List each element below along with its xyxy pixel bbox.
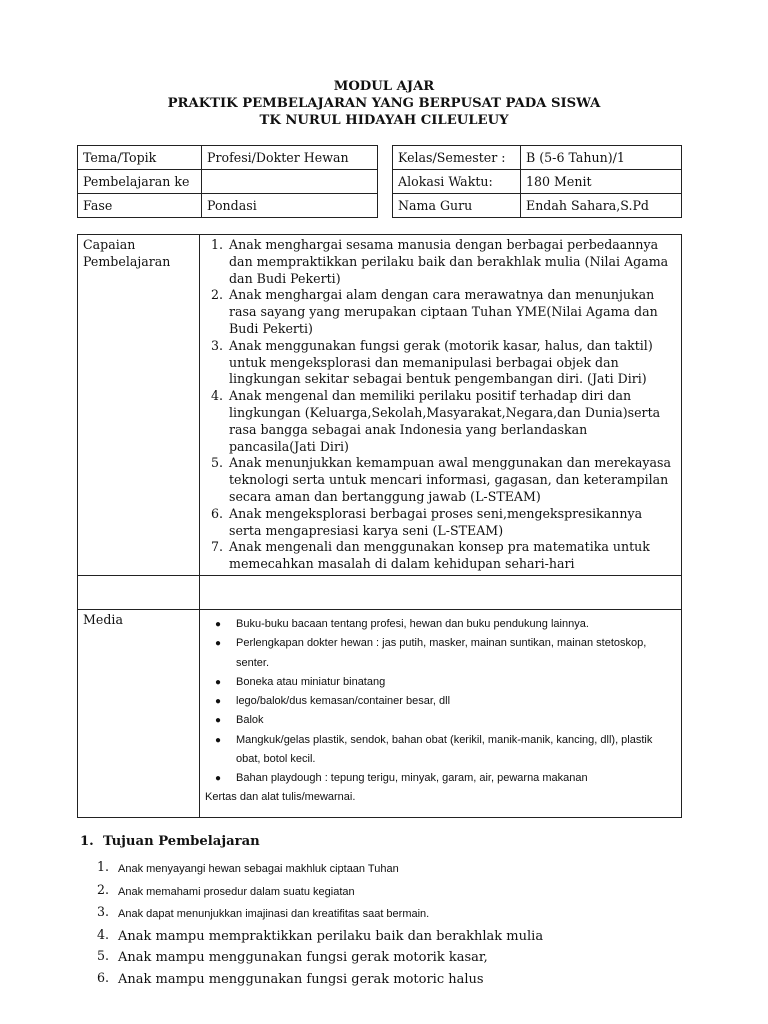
list-item: 2. Anak menghargai alam dengan cara merawatnya dan menunjukan rasa sayang yang merupakan ciptaan Tuhan YME(Nilai Agama dan Budi Pekerti) — [227, 287, 676, 337]
table-row — [78, 575, 682, 609]
list-item: 7. Anak mengenali dan menggunakan konsep pra matematika untuk memecahkan masalah di dalam kehidupan sehari-hari — [227, 539, 676, 573]
empty-cell — [200, 575, 682, 609]
list-item: 4. Anak mengenal dan memiliki perilaku positif terhadap diri dan lingkungan (Keluarga,Sekolah,Masyarakat,Negara,dan Dunia)serta rasa bangga sebagai anak Indonesia yang berlandaskan pancasila(Jati Diri) — [227, 388, 676, 455]
info-label: Tema/Topik — [78, 146, 202, 170]
info-value — [202, 170, 378, 194]
table-row — [78, 609, 682, 817]
item-number: 2. — [97, 881, 110, 897]
info-table-left — [77, 145, 378, 218]
info-value: Endah Sahara,S.Pd — [521, 194, 682, 218]
empty-cell — [78, 575, 200, 609]
list-item — [97, 925, 657, 947]
table-row — [78, 170, 378, 194]
list-item — [205, 769, 676, 788]
section-number: 1. — [80, 834, 94, 849]
list-item — [97, 946, 657, 968]
media-item: Bahan playdough : tepung terigu, minyak, garam, air, pewarna makanan — [236, 772, 588, 785]
tujuan-list — [97, 857, 657, 990]
info-label: Nama Guru — [393, 194, 521, 218]
item-text: Anak memahami prosedur dalam suatu kegiatan — [118, 885, 355, 898]
media-item: Buku-buku bacaan tentang profesi, hewan dan buku pendukung lainnya. — [236, 617, 589, 630]
list-item — [97, 857, 657, 880]
table-row — [393, 194, 682, 218]
bullet-icon: ● — [215, 618, 222, 630]
table-row — [393, 146, 682, 170]
list-item — [205, 711, 676, 730]
item-number: 4. — [97, 926, 110, 942]
item-text: Anak menyayangi hewan sebagai makhluk ciptaan Tuhan — [118, 863, 399, 875]
bullet-icon: ● — [215, 734, 222, 746]
media-item: Boneka atau miniatur binatang — [236, 675, 386, 688]
list-item — [97, 880, 657, 903]
media-item: Mangkuk/gelas plastik, sendok, bahan obat (kerikil, manik-manik, kancing, dll), plastik obat, botol kecil. — [236, 733, 653, 766]
list-item — [205, 731, 676, 770]
bullet-icon: ● — [215, 773, 222, 785]
list-item — [205, 634, 676, 673]
info-value: 180 Menit — [521, 170, 682, 194]
info-label: Fase — [78, 194, 202, 218]
capaian-label: Capaian Pembelajaran — [78, 235, 200, 576]
info-label: Kelas/Semester : — [393, 146, 521, 170]
list-item: 6. Anak mengeksplorasi berbagai proses seni,mengekspresikannya serta mengapresiasi karya seni (L-STEAM) — [227, 506, 676, 540]
media-item: Balok — [236, 714, 264, 727]
info-table-right — [392, 145, 682, 218]
list-item: 1. Anak menghargai sesama manusia dengan berbagai perbedaannya dan mempraktikkan perilaku baik dan berakhlak mulia (Nilai Agama dan Budi Pekerti) — [227, 237, 676, 287]
list-item — [205, 673, 676, 692]
table-row — [78, 235, 682, 576]
info-value: Profesi/Dokter Hewan — [202, 146, 378, 170]
bullet-icon: ● — [215, 676, 222, 688]
item-number: 1. — [97, 859, 110, 874]
media-extra: Kertas dan alat tulis/mewarnai. — [205, 790, 356, 803]
info-label: Alokasi Waktu: — [393, 170, 521, 194]
school-name: TK NURUL HIDAYAH CILEULEUY — [259, 113, 509, 128]
bullet-icon: ● — [215, 638, 222, 650]
media-item: Perlengkapan dokter hewan : jas putih, masker, mainan suntikan, mainan stetoskop, senter. — [236, 637, 647, 669]
doc-title: MODUL AJAR — [333, 79, 435, 94]
item-number: 3. — [97, 904, 110, 920]
list-item: 3. Anak menggunakan fungsi gerak (motorik kasar, halus, dan taktil) untuk mengeksplorasi dan memanipulasi berbagai objek dan lingkungan sekitar sebagai bentuk pengembangan diri. (Jati Diri) — [227, 338, 676, 388]
item-text: Anak mampu mempraktikkan perilaku baik dan berakhlak mulia — [118, 928, 544, 944]
doc-subtitle: PRAKTIK PEMBELAJARAN YANG BERPUSAT PADA SISWA — [167, 96, 601, 111]
list-item — [97, 968, 657, 990]
item-text: Anak dapat menunjukkan imajinasi dan kreatifitas saat bermain. — [118, 908, 430, 921]
item-number: 5. — [97, 948, 110, 964]
media-label: Media — [78, 609, 200, 817]
info-value: B (5-6 Tahun)/1 — [521, 146, 682, 170]
section-title: Tujuan Pembelajaran — [102, 834, 260, 849]
capaian-list — [205, 237, 676, 573]
bullet-icon: ● — [215, 696, 222, 708]
item-text: Anak mampu menggunakan fungsi gerak motoric halus — [118, 971, 484, 987]
table-row — [78, 194, 378, 218]
media-content — [200, 609, 682, 817]
info-label: Pembelajaran ke — [78, 170, 202, 194]
item-number: 6. — [97, 969, 110, 985]
section-heading — [80, 834, 260, 849]
media-item: lego/balok/dus kemasan/container besar, dll — [236, 695, 451, 708]
list-item — [97, 902, 657, 925]
table-row — [393, 170, 682, 194]
media-list — [205, 612, 676, 789]
info-value: Pondasi — [202, 194, 378, 218]
capaian-content — [200, 235, 682, 576]
list-item: 5. Anak menunjukkan kemampuan awal menggunakan dan merekayasa teknologi serta untuk mencari informasi, gagasan, dan keterampilan secara aman dan bertanggung jawab (L-STEAM) — [227, 455, 676, 505]
item-text: Anak mampu menggunakan fungsi gerak motorik kasar, — [118, 950, 488, 966]
main-table — [77, 234, 682, 818]
bullet-icon: ● — [215, 715, 222, 727]
table-row — [78, 146, 378, 170]
list-item — [205, 692, 676, 711]
list-item — [205, 615, 676, 634]
